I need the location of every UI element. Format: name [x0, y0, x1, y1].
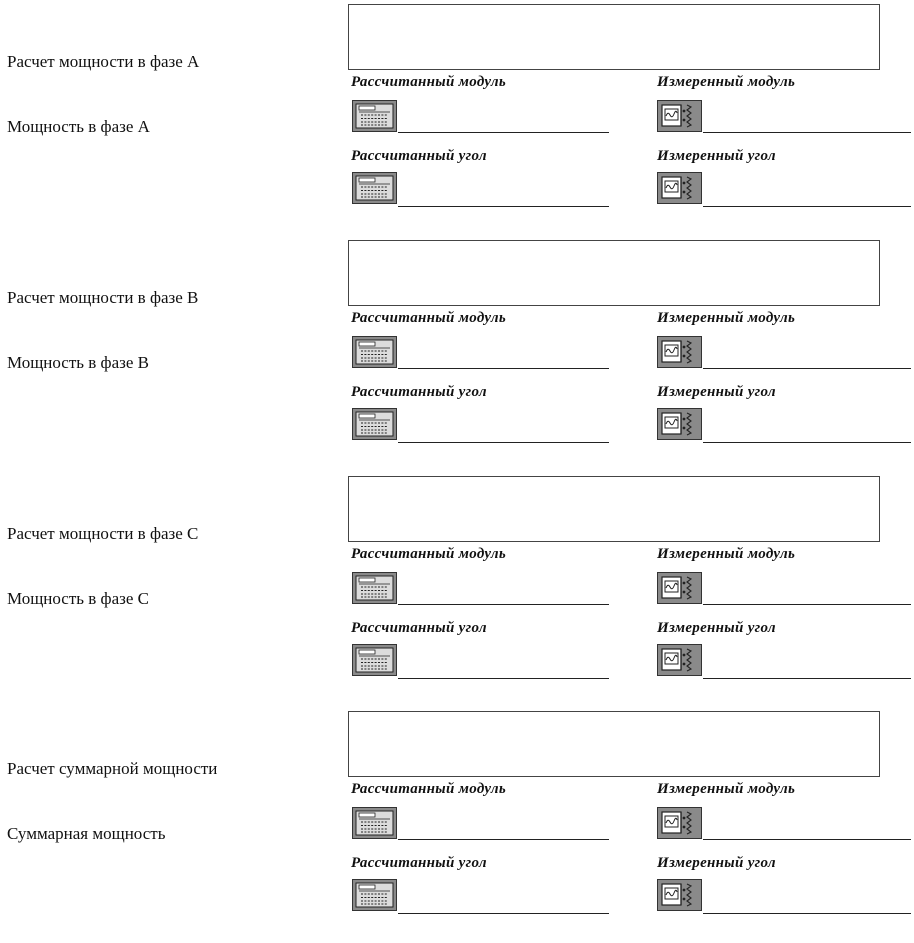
modulus-calc-caption: Рассчитанный модуль: [351, 310, 507, 326]
modulus-calc-caption: Рассчитанный модуль: [351, 74, 507, 90]
measuring-instrument-icon[interactable]: [657, 100, 702, 132]
angle-meas-caption: Измеренный угол: [657, 384, 776, 400]
angle-calc-caption: Рассчитанный угол: [351, 384, 487, 400]
calc-label: Расчет мощности в фазе B: [7, 288, 199, 307]
modulus-calc-field[interactable]: [398, 132, 609, 133]
measuring-instrument-icon[interactable]: [657, 172, 702, 204]
measuring-instrument-icon[interactable]: [657, 336, 702, 368]
angle-meas-field[interactable]: [703, 913, 911, 914]
calc-result-box[interactable]: [348, 4, 880, 70]
measuring-instrument-icon[interactable]: [657, 879, 702, 911]
calc-result-box[interactable]: [348, 476, 880, 542]
angle-meas-caption: Измеренный угол: [657, 620, 776, 636]
modulus-meas-caption: Измеренный модуль: [657, 74, 796, 90]
angle-calc-caption: Рассчитанный угол: [351, 148, 487, 164]
modulus-meas-field[interactable]: [703, 132, 911, 133]
calc-label: Расчет мощности в фазе C: [7, 524, 199, 543]
angle-calc-field[interactable]: [398, 913, 609, 914]
angle-meas-field[interactable]: [703, 206, 911, 207]
calc-label: Расчет суммарной мощности: [7, 759, 218, 778]
angle-meas-field[interactable]: [703, 442, 911, 443]
modulus-meas-field[interactable]: [703, 839, 911, 840]
calculator-icon[interactable]: [352, 408, 397, 440]
calculator-icon[interactable]: [352, 644, 397, 676]
modulus-calc-field[interactable]: [398, 604, 609, 605]
angle-meas-caption: Измеренный угол: [657, 148, 776, 164]
power-label: Мощность в фазе B: [7, 353, 149, 372]
power-label: Мощность в фазе A: [7, 117, 150, 136]
power-section-phase-b: [0, 236, 914, 472]
calculator-icon[interactable]: [352, 100, 397, 132]
calculator-icon[interactable]: [352, 172, 397, 204]
angle-calc-caption: Рассчитанный угол: [351, 855, 487, 871]
calculator-icon[interactable]: [352, 336, 397, 368]
angle-calc-caption: Рассчитанный угол: [351, 620, 487, 636]
calc-label: Расчет мощности в фазе A: [7, 52, 200, 71]
measuring-instrument-icon[interactable]: [657, 408, 702, 440]
power-section-phase-c: [0, 472, 914, 708]
angle-calc-field[interactable]: [398, 206, 609, 207]
modulus-meas-caption: Измеренный модуль: [657, 310, 796, 326]
modulus-meas-caption: Измеренный модуль: [657, 546, 796, 562]
power-section-total: [0, 707, 914, 943]
modulus-calc-caption: Рассчитанный модуль: [351, 781, 507, 797]
calculator-icon[interactable]: [352, 879, 397, 911]
angle-meas-caption: Измеренный угол: [657, 855, 776, 871]
calc-result-box[interactable]: [348, 240, 880, 306]
calc-result-box[interactable]: [348, 711, 880, 777]
measuring-instrument-icon[interactable]: [657, 572, 702, 604]
modulus-meas-field[interactable]: [703, 604, 911, 605]
modulus-meas-caption: Измеренный модуль: [657, 781, 796, 797]
angle-meas-field[interactable]: [703, 678, 911, 679]
measuring-instrument-icon[interactable]: [657, 644, 702, 676]
power-section-phase-a: [0, 0, 914, 236]
calculator-icon[interactable]: [352, 572, 397, 604]
modulus-calc-caption: Рассчитанный модуль: [351, 546, 507, 562]
calculator-icon[interactable]: [352, 807, 397, 839]
power-label: Мощность в фазе C: [7, 589, 149, 608]
power-label: Суммарная мощность: [7, 824, 166, 843]
angle-calc-field[interactable]: [398, 678, 609, 679]
modulus-calc-field[interactable]: [398, 368, 609, 369]
modulus-calc-field[interactable]: [398, 839, 609, 840]
measuring-instrument-icon[interactable]: [657, 807, 702, 839]
angle-calc-field[interactable]: [398, 442, 609, 443]
modulus-meas-field[interactable]: [703, 368, 911, 369]
